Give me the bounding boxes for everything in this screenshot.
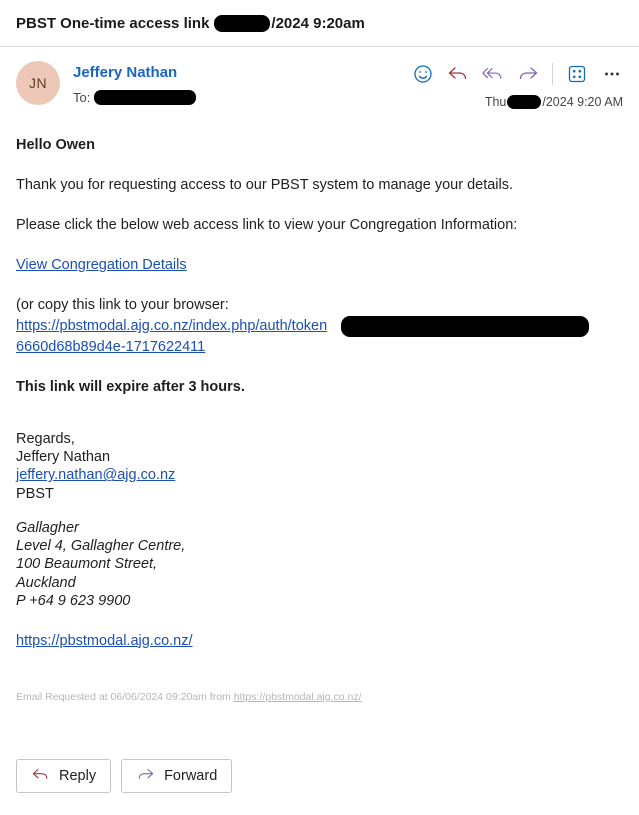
forward-icon[interactable] bbox=[517, 63, 539, 85]
avatar bbox=[16, 61, 60, 105]
email-timestamp bbox=[412, 95, 623, 109]
reply-icon[interactable] bbox=[447, 63, 469, 85]
address-phone: P +64 9 623 9900 bbox=[16, 593, 131, 610]
sender-name[interactable]: Jeffery Nathan bbox=[73, 64, 178, 81]
address-line-4: Auckland bbox=[16, 574, 76, 591]
apps-grid-icon[interactable] bbox=[566, 63, 588, 85]
email-header bbox=[0, 47, 639, 109]
signature-email-link[interactable]: jeffery.nathan@ajg.co.nz bbox=[16, 467, 176, 484]
forward-icon bbox=[136, 767, 155, 786]
timestamp-prefix: Thu bbox=[484, 95, 507, 109]
raw-access-link-line-2[interactable]: 6660d68b89d4e-1717622411 bbox=[16, 339, 206, 356]
raw-access-link-line-1[interactable]: https://pbstmodal.ajg.co.nz/index.php/auth/token bbox=[16, 318, 328, 335]
paragraph-1: Thank you for requesting access to our PBST system to manage your details. bbox=[16, 177, 514, 194]
email-footnote bbox=[16, 690, 623, 705]
redacted-recipient bbox=[94, 90, 196, 105]
subject-text: PBST One-time access link bbox=[16, 14, 210, 32]
reply-button-label: Reply bbox=[59, 768, 97, 784]
subject-suffix: /2024 9:20am bbox=[271, 14, 365, 32]
expiry-note: This link will expire after 3 hours. bbox=[16, 379, 245, 396]
toolbar-divider bbox=[552, 63, 553, 85]
timestamp-suffix: /2024 9:20 AM bbox=[542, 95, 623, 109]
footnote-link[interactable]: https://pbstmodal.ajg.co.nz/ bbox=[233, 690, 362, 703]
to-label: To: bbox=[73, 90, 91, 105]
recipient-line bbox=[73, 90, 412, 105]
more-options-icon[interactable] bbox=[601, 63, 623, 85]
copy-link-note: (or copy this link to your browser: bbox=[16, 297, 229, 314]
signature-company: PBST bbox=[16, 485, 54, 502]
redacted-date-block bbox=[214, 15, 270, 32]
address-block bbox=[16, 519, 623, 611]
raw-link-block bbox=[16, 295, 623, 358]
address-line-1: Gallagher bbox=[16, 519, 79, 536]
redacted-timestamp bbox=[507, 95, 541, 109]
email-body bbox=[0, 109, 639, 705]
signature-block bbox=[16, 430, 623, 503]
signature-regards: Regards, bbox=[16, 431, 75, 448]
sender-info bbox=[60, 61, 412, 109]
smiley-react-icon[interactable] bbox=[412, 63, 434, 85]
greeting-text: Hello Owen bbox=[16, 137, 95, 153]
forward-button[interactable] bbox=[121, 759, 232, 793]
email-subject-bar bbox=[0, 0, 639, 47]
reply-all-icon[interactable] bbox=[482, 63, 504, 85]
page-title bbox=[16, 15, 365, 32]
redacted-token bbox=[341, 316, 589, 337]
paragraph-2: Please click the below web access link to view your Congregation Information: bbox=[16, 217, 518, 234]
reply-button[interactable] bbox=[16, 759, 111, 793]
footnote-text: Email Requested at 06/06/2024 09:20am from bbox=[16, 690, 234, 703]
avatar-initials: JN bbox=[28, 75, 48, 91]
site-link-block bbox=[16, 631, 623, 652]
address-line-3: 100 Beaumont Street, bbox=[16, 556, 158, 573]
company-site-link[interactable]: https://pbstmodal.ajg.co.nz/ bbox=[16, 632, 193, 649]
email-action-bar bbox=[0, 747, 639, 815]
view-congregation-details-link[interactable]: View Congregation Details bbox=[16, 257, 187, 274]
address-line-2: Level 4, Gallagher Centre, bbox=[16, 538, 186, 555]
toolbar-icon-row bbox=[412, 63, 623, 85]
forward-button-label: Forward bbox=[164, 768, 218, 784]
reply-icon bbox=[31, 767, 50, 786]
email-toolbar bbox=[412, 61, 623, 109]
signature-name: Jeffery Nathan bbox=[16, 449, 111, 466]
